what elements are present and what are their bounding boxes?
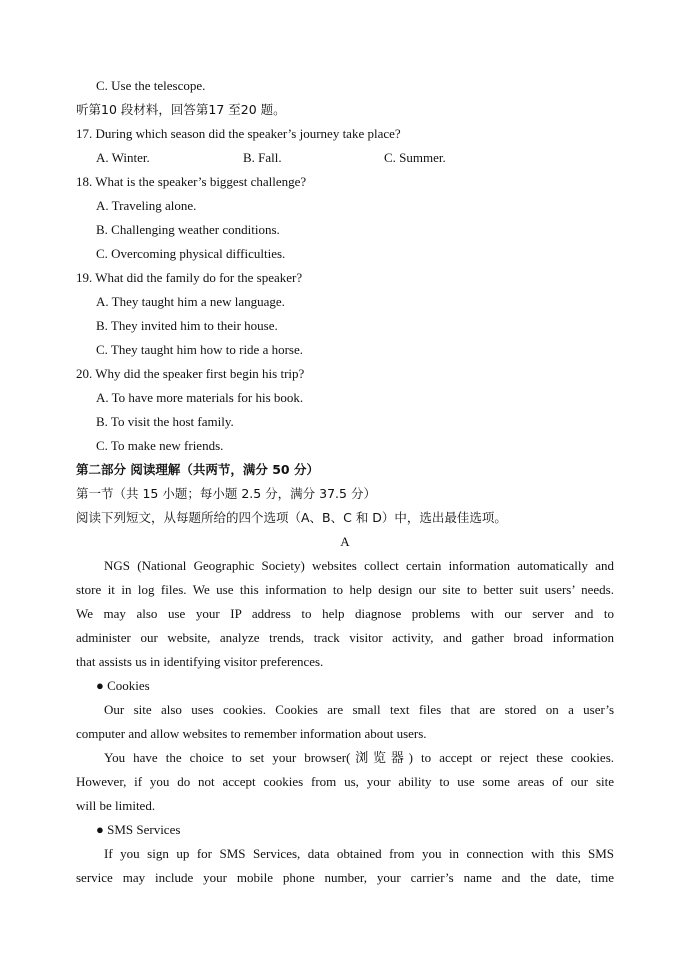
passage-paragraph-3 xyxy=(76,746,614,818)
option-19c: C. They taught him how to ride a horse. xyxy=(96,342,304,357)
option-20b: B. To visit the host family. xyxy=(96,414,234,429)
option-17a: A. Winter. xyxy=(96,150,150,165)
part-2-heading: 第二部分 阅读理解（共两节，满分 50 分） xyxy=(76,462,319,477)
option-19a: A. They taught him a new language. xyxy=(96,294,285,309)
passage-paragraph-1 xyxy=(76,554,614,674)
option-19b: B. They invited him to their house. xyxy=(96,318,278,333)
reading-instruction: 阅读下列短文，从每题所给的四个选项（A、B、C 和 D）中，选出最佳选项。 xyxy=(76,510,507,525)
option-17b: B. Fall. xyxy=(243,150,282,165)
option-18c: C. Overcoming physical difficulties. xyxy=(96,246,286,261)
section-1-heading: 第一节（共 15 小题；每小题 2.5 分，满分 37.5 分） xyxy=(76,486,376,501)
paragraph-line: NGS (National Geographic Society) websites collect certain information automatically and xyxy=(104,558,614,573)
question-17-options xyxy=(76,146,614,170)
option-18a: A. Traveling alone. xyxy=(96,198,197,213)
passage-paragraph-2 xyxy=(76,698,614,746)
question-19: 19. What did the family do for the speaker? xyxy=(76,270,303,285)
question-18: 18. What is the speaker’s biggest challenge? xyxy=(76,174,307,189)
paragraph-line: that assists us in identifying visitor preferences. xyxy=(76,654,324,669)
bullet-cookies: ● Cookies xyxy=(96,678,150,693)
paragraph-line: administer our website, analyze trends, track visitor activity, and gather broad information xyxy=(76,630,614,645)
option-17c: C. Summer. xyxy=(384,150,446,165)
paragraph-line: If you sign up for SMS Services, data obtained from you in connection with this SMS xyxy=(104,846,614,861)
paragraph-line: service may include your mobile phone number, your carrier’s name and the date, time xyxy=(76,870,614,885)
paragraph-line: However, if you do not accept cookies from us, your ability to use some areas of our site xyxy=(76,774,614,789)
question-17: 17. During which season did the speaker’s journey take place? xyxy=(76,126,401,141)
option-20c: C. To make new friends. xyxy=(96,438,224,453)
paragraph-line: We may also use your IP address to help diagnose problems with our server and to xyxy=(76,606,614,621)
bullet-sms-services: ● SMS Services xyxy=(96,822,181,837)
paragraph-line: store it in log files. We use this information to help design our site to better suit users’ needs. xyxy=(76,582,614,597)
option-16c: C. Use the telescope. xyxy=(96,78,206,93)
section-10-instruction: 听第10 段材料，回答第17 至20 题。 xyxy=(76,102,286,117)
page-content xyxy=(76,74,614,890)
paragraph-line: Our site also uses cookies. Cookies are small text files that are stored on a user’s xyxy=(104,702,614,717)
passage-title: A xyxy=(340,534,350,549)
passage-paragraph-4 xyxy=(76,842,614,890)
paragraph-line: computer and allow websites to remember information about users. xyxy=(76,726,427,741)
question-20: 20. Why did the speaker first begin his trip? xyxy=(76,366,305,381)
option-20a: A. To have more materials for his book. xyxy=(96,390,304,405)
paragraph-line: You have the choice to set your browser(浏览器) to accept or reject these cookies. xyxy=(104,750,614,765)
option-18b: B. Challenging weather conditions. xyxy=(96,222,280,237)
paragraph-line: will be limited. xyxy=(76,798,156,813)
